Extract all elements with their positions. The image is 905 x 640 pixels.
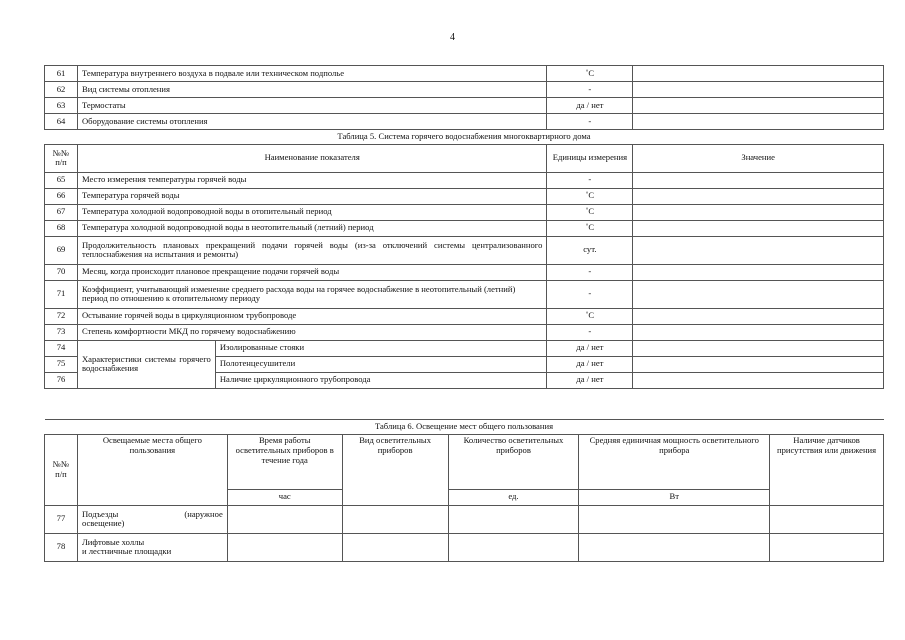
table-row: [45, 220, 884, 236]
row-name: Месяц, когда происходит плановое прекращение подачи горячей воды: [77, 264, 546, 280]
row-name: Температура горячей воды: [77, 188, 546, 204]
header-type: Вид осветительных приборов: [342, 434, 448, 505]
header-power: Средняя единичная мощность осветительного прибора: [579, 434, 770, 489]
table5-header-row: [45, 144, 884, 172]
table-row: [45, 324, 884, 340]
lighting-table: [44, 419, 884, 562]
row-name: Изолированные стояки: [215, 340, 547, 356]
header-hours: Время работы осветительных приборов в течение года: [227, 434, 342, 489]
header-sensors: Наличие датчиков присутствия или движения: [770, 434, 884, 505]
row-unit: -: [547, 82, 633, 98]
row-value[interactable]: [633, 66, 884, 82]
unit-hours: час: [227, 489, 342, 505]
row-num: 67: [45, 204, 78, 220]
table5-caption-row: [45, 130, 884, 145]
row-num: 66: [45, 188, 78, 204]
row-value[interactable]: [633, 324, 884, 340]
row-value[interactable]: [633, 114, 884, 130]
table-row: [45, 308, 884, 324]
cell[interactable]: [227, 505, 342, 533]
row-name: Степень комфортности МКД по горячему водоснабжению: [77, 324, 546, 340]
row-name: Остывание горячей воды в циркуляционном трубопроводе: [77, 308, 546, 324]
row-value[interactable]: [633, 308, 884, 324]
row-name: Вид системы отопления: [77, 82, 546, 98]
table-row: [45, 114, 884, 130]
table6-caption-row: [45, 420, 884, 435]
row-value[interactable]: [633, 172, 884, 188]
row-unit: да / нет: [547, 340, 633, 356]
table-row: [45, 280, 884, 308]
row-name: Температура внутреннего воздуха в подвале или техническом подполье: [77, 66, 546, 82]
row-value[interactable]: [633, 264, 884, 280]
table-row: [45, 236, 884, 264]
row-value[interactable]: [633, 340, 884, 356]
row-unit: -: [547, 324, 633, 340]
cell[interactable]: [579, 533, 770, 561]
row-value[interactable]: [633, 188, 884, 204]
row-name: Коэффициент, учитывающий изменение среднего расхода воды на горячее водоснабжение в неотопительный (летний) период по отношению к отопительному периоду: [77, 280, 546, 308]
row-value[interactable]: [633, 356, 884, 372]
row-unit: ˚С: [547, 204, 633, 220]
row-unit: сут.: [547, 236, 633, 264]
cell[interactable]: [770, 505, 884, 533]
row-num: 69: [45, 236, 78, 264]
table-row: [45, 533, 884, 561]
row-value[interactable]: [633, 280, 884, 308]
cell[interactable]: [448, 505, 579, 533]
table5-caption: Таблица 5. Система горячего водоснабжения многоквартирного дома: [45, 130, 884, 145]
row-num: 71: [45, 280, 78, 308]
table6-header-row: [45, 434, 884, 489]
cell[interactable]: [448, 533, 579, 561]
row-num: 68: [45, 220, 78, 236]
header-unit: Единицы измерения: [547, 144, 633, 172]
table-row: [45, 98, 884, 114]
table-row: [45, 505, 884, 533]
row-num: 76: [45, 372, 78, 388]
table-row: [45, 188, 884, 204]
row-unit: ˚С: [547, 188, 633, 204]
row-num: 78: [45, 533, 78, 561]
row-name: Место измерения температуры горячей воды: [77, 172, 546, 188]
row-name: Наличие циркуляционного трубопровода: [215, 372, 547, 388]
row-unit: ˚С: [547, 220, 633, 236]
table-row: [45, 82, 884, 98]
row-num: 77: [45, 505, 78, 533]
row-unit: -: [547, 172, 633, 188]
row-unit: ˚С: [547, 308, 633, 324]
header-count: Количество осветительных приборов: [448, 434, 579, 489]
row-num: 73: [45, 324, 78, 340]
cell[interactable]: [770, 533, 884, 561]
row-num: 72: [45, 308, 78, 324]
table-row: [45, 204, 884, 220]
place-text: Лифтовые холлы: [81, 536, 145, 547]
place-text: освещение): [81, 518, 125, 529]
header-place: Освещаемые места общего пользования: [77, 434, 227, 505]
row-num: 65: [45, 172, 78, 188]
row-name: Термостаты: [77, 98, 546, 114]
row-place: [77, 533, 227, 561]
cell[interactable]: [227, 533, 342, 561]
page-number: 4: [450, 32, 455, 43]
place-text: и лестничные площадки: [81, 546, 172, 557]
header-num: №№ п/п: [45, 144, 78, 172]
row-num: 70: [45, 264, 78, 280]
row-unit: -: [547, 280, 633, 308]
row-name: Температура холодной водопроводной воды в отопительный период: [77, 204, 546, 220]
row-num: 75: [45, 356, 78, 372]
row-value[interactable]: [633, 220, 884, 236]
row-name: Полотенцесушители: [215, 356, 547, 372]
row-value[interactable]: [633, 82, 884, 98]
table6-caption: Таблица 6. Освещение мест общего пользования: [45, 420, 884, 435]
row-unit: да / нет: [547, 372, 633, 388]
row-unit: да / нет: [547, 98, 633, 114]
place-text: (наружное: [184, 508, 223, 519]
row-value[interactable]: [633, 236, 884, 264]
header-num: №№ п/п: [45, 434, 78, 505]
row-num: 62: [45, 82, 78, 98]
cell[interactable]: [342, 533, 448, 561]
unit-count: ед.: [448, 489, 579, 505]
header-name: Наименование показателя: [77, 144, 546, 172]
table-row: [45, 66, 884, 82]
row-place: [77, 505, 227, 533]
row-name: Температура холодной водопроводной воды в неотопительный (летний) период: [77, 220, 546, 236]
row-value[interactable]: [633, 372, 884, 388]
row-num: 61: [45, 66, 78, 82]
row-num: 63: [45, 98, 78, 114]
header-value: Значение: [633, 144, 884, 172]
hot-water-table: [44, 65, 884, 389]
row-value[interactable]: [633, 204, 884, 220]
row-value[interactable]: [633, 98, 884, 114]
table-row: [45, 340, 884, 356]
row-name: Оборудование системы отопления: [77, 114, 546, 130]
table-row: [45, 172, 884, 188]
cell[interactable]: [579, 505, 770, 533]
row-unit: ˚С: [547, 66, 633, 82]
row-num: 64: [45, 114, 78, 130]
row-name: Продолжительность плановых прекращений подачи горячей воды (из-за отключений системы централизованного теплоснабжения на испытания и ремонты): [77, 236, 546, 264]
table-row: [45, 264, 884, 280]
row-num: 74: [45, 340, 78, 356]
unit-power: Вт: [579, 489, 770, 505]
group-label: Характеристики системы горячего водоснабжения: [77, 340, 215, 388]
place-text: Подъезды: [81, 508, 119, 519]
cell[interactable]: [342, 505, 448, 533]
row-unit: да / нет: [547, 356, 633, 372]
row-unit: -: [547, 114, 633, 130]
row-unit: -: [547, 264, 633, 280]
